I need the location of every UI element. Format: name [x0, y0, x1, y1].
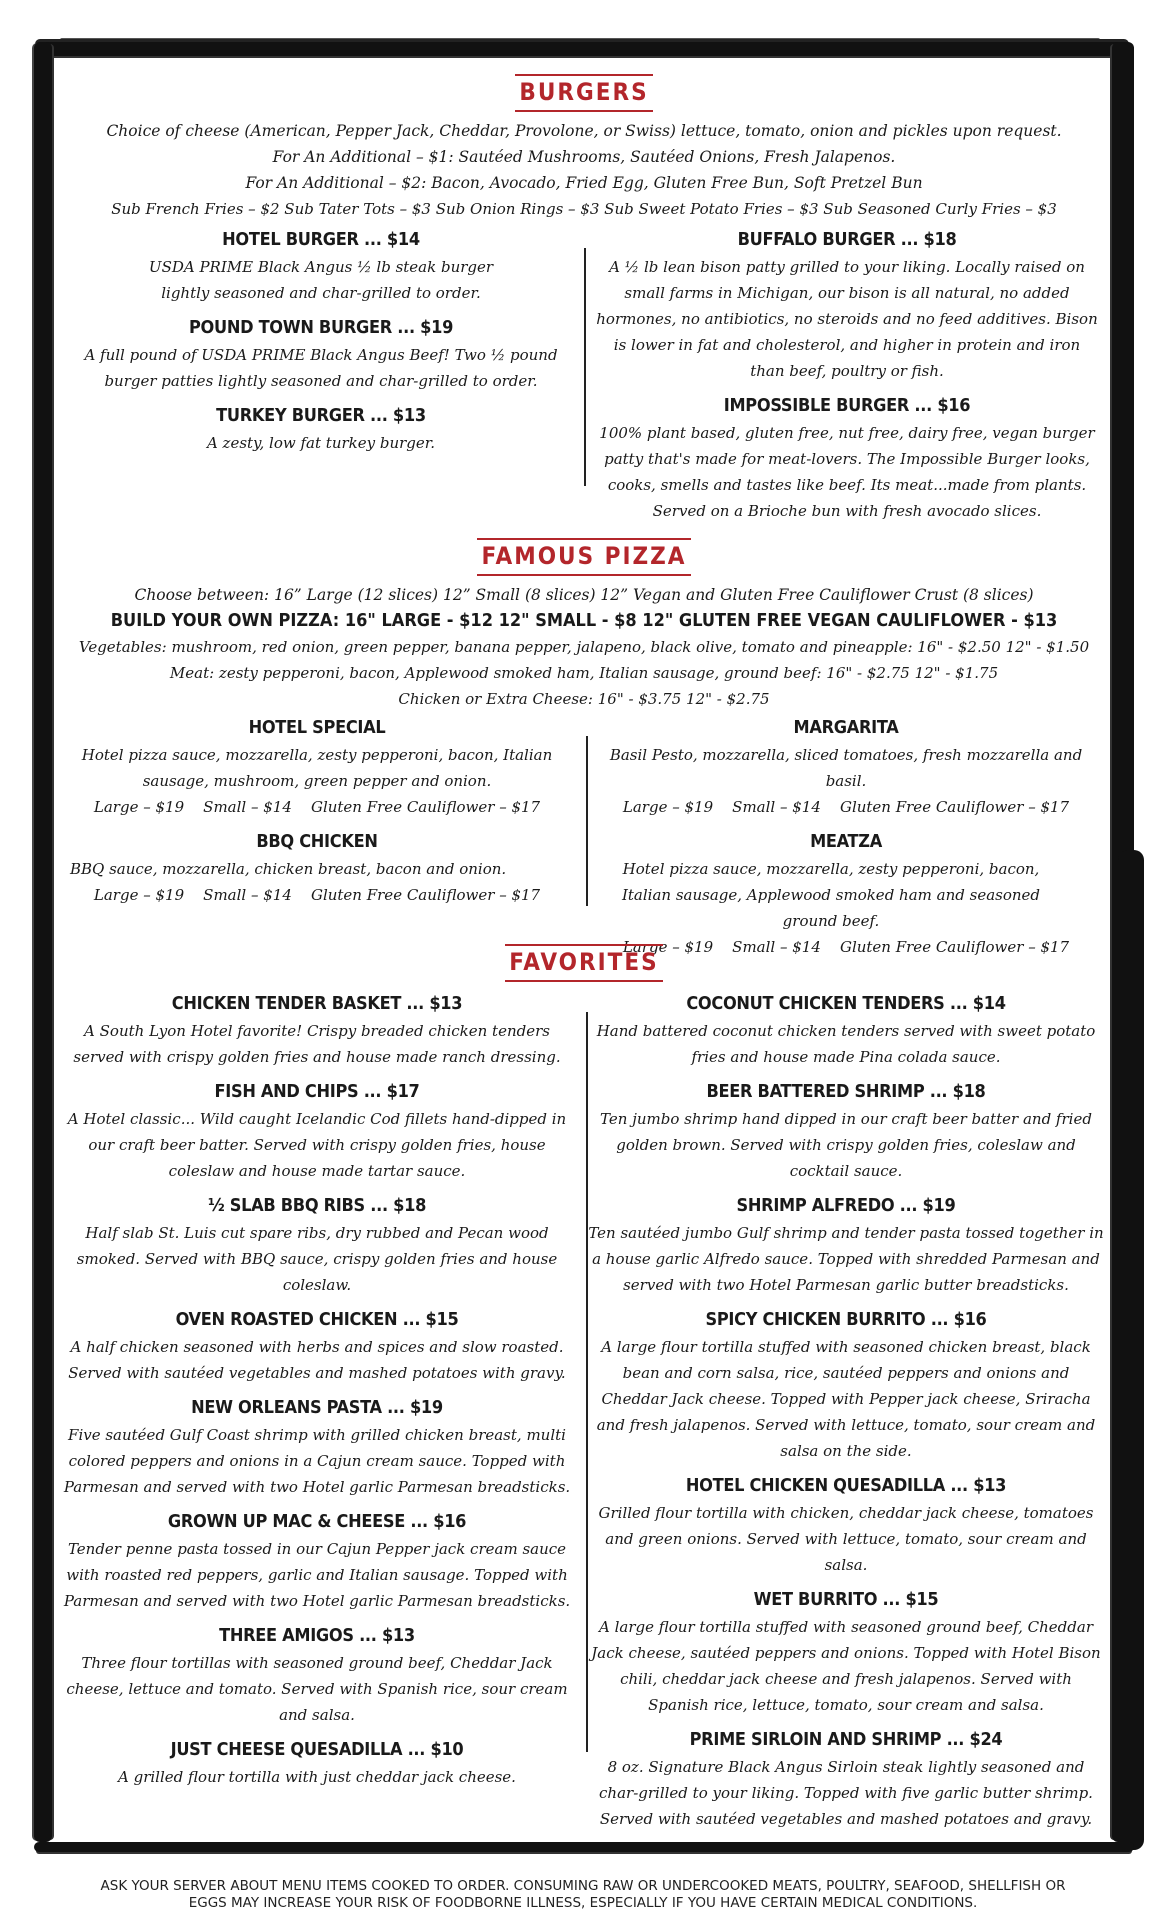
- burgers-column-divider: [584, 248, 586, 486]
- menu-item-name: FISH AND CHIPS ... $17: [214, 1081, 420, 1102]
- menu-item-name: SHRIMP ALFREDO ... $19: [736, 1195, 956, 1216]
- menu-item-name: POUND TOWN BURGER ... $19: [188, 317, 454, 338]
- menu-item-name: PRIME SIRLOIN AND SHRIMP ... $24: [689, 1729, 1003, 1750]
- disclaimer-line: EGGS MAY INCREASE YOUR RISK OF FOODBORNE ILLNESS, ESPECIALLY IF YOU HAVE CERTAIN MEDICAL CONDITIONS.: [188, 1895, 978, 1911]
- menu-item-name: ½ SLAB BBQ RIBS ... $18: [207, 1195, 427, 1216]
- menu-item-description: Hand battered coconut chicken tenders served with sweet potato fries and house made Pina colada sauce.: [596, 1022, 1096, 1066]
- menu-item-description: Ten sautéed jumbo Gulf shrimp and tender pasta tossed together in a house garlic Alfredo sauce. Topped with shredded Parmesan and served with two Hotel Parmesan garlic butter breadsticks.: [588, 1224, 1104, 1294]
- burgers-intro-line: Choice of cheese (American, Pepper Jack, Cheddar, Provolone, or Swiss) lettuce, tomato, onion and pickles upon request.: [106, 122, 1062, 140]
- menu-item-name: HOTEL SPECIAL: [248, 717, 386, 738]
- favorites-left-column: [52, 992, 582, 1832]
- menu-item-description: A large flour tortilla stuffed with seasoned ground beef, Cheddar Jack cheese, sautéed peppers and onions. Topped with Hotel Bison chili, cheddar jack cheese and fresh jalapenos. Served with Spanish rice, lettuce, tomato, sour cream and salsa.: [591, 1618, 1101, 1714]
- favorites-right-column: [582, 992, 1110, 1832]
- frame-brush-top: [34, 42, 1130, 56]
- burgers-intro-line: For An Additional – $2: Bacon, Avocado, Fried Egg, Gluten Free Bun, Soft Pretzel Bun: [245, 174, 923, 192]
- pizza-topping-line: Meat: zesty pepperoni, bacon, Applewood smoked ham, Italian sausage, ground beef: 16" - $2.75 12" - $1.75: [169, 664, 999, 682]
- menu-item-name: WET BURRITO ... $15: [753, 1589, 939, 1610]
- menu-item-description: Five sautéed Gulf Coast shrimp with grilled chicken breast, multi colored peppers and onions in a Cajun cream sauce. Topped with Parmesan and served with two Hotel garlic Parmesan breadsticks.: [63, 1426, 571, 1496]
- burgers-intro-line: For An Additional – $1: Sautéed Mushrooms, Sautéed Onions, Fresh Jalapenos.: [272, 148, 896, 166]
- menu-item-description: Grilled flour tortilla with chicken, cheddar jack cheese, tomatoes and green onions. Served with lettuce, tomato, sour cream and salsa.: [598, 1504, 1094, 1574]
- menu-item-description: Basil Pesto, mozzarella, sliced tomatoes, fresh mozzarella and basil.: [609, 746, 1083, 790]
- menu-item-prices: Large – $19 Small – $14 Gluten Free Cauliflower – $17: [622, 938, 1070, 956]
- menu-item-name: MEATZA: [810, 831, 882, 852]
- pizza-title: FAMOUS PIZZA: [58, 538, 1110, 576]
- favorites-section: [58, 944, 1110, 982]
- favorites-columns: [52, 992, 1110, 1832]
- menu-item-description: Three flour tortillas with seasoned ground beef, Cheddar Jack cheese, lettuce and tomato. Served with Spanish rice, sour cream and salsa.: [66, 1654, 568, 1724]
- menu-item-name: HOTEL BURGER ... $14: [222, 229, 420, 250]
- pizza-section: [58, 538, 1110, 712]
- pizza-size-choices: Choose between: 16” Large (12 slices) 12” Small (8 slices) 12” Vegan and Gluten Free Cauliflower Crust (8 slices): [134, 586, 1034, 604]
- frame-brush-bottom: [34, 1842, 1134, 1852]
- menu-item-description: Hotel pizza sauce, mozzarella, zesty pepperoni, bacon, Italian sausage, Applewood smoked ham and seasoned ground beef.: [621, 860, 1041, 930]
- menu-item-name: JUST CHEESE QUESADILLA ... $10: [170, 1739, 464, 1760]
- menu-item-description: A Hotel classic... Wild caught Icelandic Cod fillets hand-dipped in our craft beer batter. Served with crispy golden fries, house coleslaw and house made tartar sauce.: [67, 1110, 567, 1180]
- menu-item-description: A zesty, low fat turkey burger.: [206, 434, 436, 452]
- menu-item-description: 100% plant based, gluten free, nut free, dairy free, vegan burger patty that's made for meat-lovers. The Impossible Burger looks, cooks, smells and tastes like beef. Its meat...made from plants. Served on a Brioche bun with fresh avocado slices.: [599, 424, 1095, 520]
- pizza-right-column: [582, 716, 1110, 960]
- menu-item-name: MARGARITA: [793, 717, 899, 738]
- menu-item-name: IMPOSSIBLE BURGER ... $16: [723, 395, 971, 416]
- menu-item-description: Ten jumbo shrimp hand dipped in our craft beer batter and fried golden brown. Served with crispy golden fries, coleslaw and cocktail sauce.: [600, 1110, 1092, 1180]
- pizza-topping-line: Chicken or Extra Cheese: 16" - $3.75 12" - $2.75: [398, 690, 770, 708]
- menu-item-prices: Large – $19 Small – $14 Gluten Free Cauliflower – $17: [622, 798, 1070, 816]
- favorites-title: FAVORITES: [58, 944, 1110, 982]
- build-your-own-pizza: BUILD YOUR OWN PIZZA: 16" LARGE - $12 12" SMALL - $8 12" GLUTEN FREE VEGAN CAULIFLOWER - $13: [110, 610, 1058, 631]
- menu-item-name: BEER BATTERED SHRIMP ... $18: [706, 1081, 986, 1102]
- menu-item-description: A grilled flour tortilla with just cheddar jack cheese.: [118, 1768, 516, 1786]
- menu-item-name: BUFFALO BURGER ... $18: [737, 229, 957, 250]
- pizza-left-column: [52, 716, 582, 960]
- pizza-topping-line: Vegetables: mushroom, red onion, green pepper, banana pepper, jalapeno, black olive, tomato and pineapple: 16" - $2.50 12" - $1.50: [78, 638, 1090, 656]
- menu-item-prices: Large – $19 Small – $14 Gluten Free Cauliflower – $17: [93, 886, 541, 904]
- menu-item-description: Hotel pizza sauce, mozzarella, zesty pepperoni, bacon, Italian sausage, mushroom, green pepper and onion.: [81, 746, 553, 790]
- menu-item-prices: Large – $19 Small – $14 Gluten Free Cauliflower – $17: [93, 798, 541, 816]
- menu-item-name: CHICKEN TENDER BASKET ... $13: [171, 993, 463, 1014]
- frame-brush-right-heavy: [1118, 850, 1144, 1850]
- burgers-intro: [58, 118, 1110, 222]
- menu-item-description: USDA PRIME Black Angus ½ lb steak burger lightly seasoned and char-grilled to order.: [148, 258, 494, 302]
- disclaimer-line: ASK YOUR SERVER ABOUT MENU ITEMS COOKED TO ORDER. CONSUMING RAW OR UNDERCOOKED MEATS, POULTRY, SEAFOOD, SHELLFISH OR: [100, 1878, 1066, 1894]
- menu-item-name: HOTEL CHICKEN QUESADILLA ... $13: [685, 1475, 1007, 1496]
- menu-item-name: OVEN ROASTED CHICKEN ... $15: [175, 1309, 459, 1330]
- food-safety-disclaimer: [60, 1878, 1106, 1912]
- pizza-column-divider: [586, 736, 588, 906]
- menu-item-description: A half chicken seasoned with herbs and spices and slow roasted. Served with sautéed vegetables and mashed potatoes with gravy.: [68, 1338, 566, 1382]
- menu-item-name: TURKEY BURGER ... $13: [216, 405, 426, 426]
- menu-item-description: A ½ lb lean bison patty grilled to your liking. Locally raised on small farms in Michigan, our bison is all natural, no added hormones, no antibiotics, no steroids and no feed additives. Bison is lower in fat and cholesterol, and higher in protein and iron than beef, poultry or fish.: [596, 258, 1098, 380]
- frame-brush-left: [34, 42, 52, 1842]
- burgers-intro-line: Sub French Fries – $2 Sub Tater Tots – $3 Sub Onion Rings – $3 Sub Sweet Potato Fries – $3 Sub Seasoned Curly Fries – $3: [111, 200, 1057, 218]
- burgers-left-column: [58, 228, 584, 524]
- menu-item-description: Half slab St. Luis cut spare ribs, dry rubbed and Pecan wood smoked. Served with BBQ sauce, crispy golden fries and house coleslaw.: [76, 1224, 558, 1294]
- menu-item-description: Tender penne pasta tossed in our Cajun Pepper jack cream sauce with roasted red peppers, garlic and Italian sausage. Topped with Parmesan and served with two Hotel garlic Parmesan breadsticks.: [63, 1540, 571, 1610]
- menu-item-description: A full pound of USDA PRIME Black Angus Beef! Two ½ pound burger patties lightly seasoned and char-grilled to order.: [84, 346, 558, 390]
- menu-item-description: 8 oz. Signature Black Angus Sirloin steak lightly seasoned and char-grilled to your liking. Topped with five garlic butter shrimp. Served with sautéed vegetables and mashed potatoes and gravy.: [599, 1758, 1093, 1828]
- menu-item-name: BBQ CHICKEN: [256, 831, 378, 852]
- favorites-column-divider: [586, 1012, 588, 1752]
- menu-item-name: SPICY CHICKEN BURRITO ... $16: [705, 1309, 987, 1330]
- burgers-section: [58, 74, 1110, 222]
- menu-item-name: NEW ORLEANS PASTA ... $19: [191, 1397, 443, 1418]
- menu-item-name: COCONUT CHICKEN TENDERS ... $14: [686, 993, 1006, 1014]
- burgers-title: BURGERS: [58, 74, 1110, 112]
- menu-item-name: THREE AMIGOS ... $13: [219, 1625, 415, 1646]
- burgers-right-column: [584, 228, 1110, 524]
- menu-item-description: A large flour tortilla stuffed with seasoned chicken breast, black bean and corn salsa, rice, sautéed peppers and onions and Cheddar Jack cheese. Topped with Pepper jack cheese, Sriracha and fresh jalapenos. Served with lettuce, tomato, sour cream and salsa on the side.: [596, 1338, 1096, 1460]
- menu-item-description: BBQ sauce, mozzarella, chicken breast, bacon and onion.: [70, 860, 507, 878]
- pizza-columns: [52, 716, 1110, 960]
- menu-item-description: A South Lyon Hotel favorite! Crispy breaded chicken tenders served with crispy golden fries and house made ranch dressing.: [73, 1022, 561, 1066]
- menu-item-name: GROWN UP MAC & CHEESE ... $16: [167, 1511, 467, 1532]
